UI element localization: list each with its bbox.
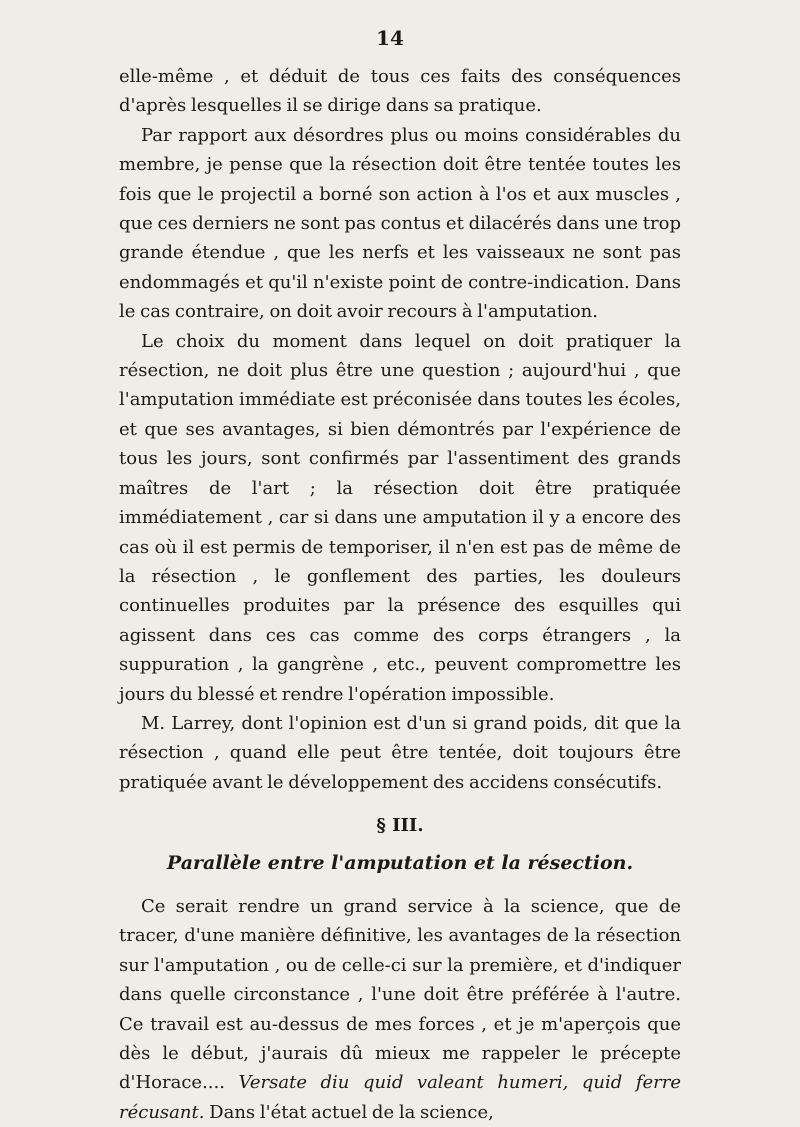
section-title: Parallèle entre l'amputation et la résection. [166,851,634,874]
body-text [119,62,681,1127]
page-number: 14 [376,26,404,50]
paragraph-parallel-start: Ce serait rendre un grand service à la science, que de tracer, d'une manière définitive, les avantages de la résection sur l'amputation , ou de celle-ci sur la première, et d'indiquer dans quelle circonstance , l'une doit être préférée à l'autre. Ce travail est au-dessus de mes forces , et je m'aperçois que dès le début, j'aurais dû mieux me rappeler le précepte d'Horace.... [119,895,681,1094]
paragraph-parallel-end: Dans l'état actuel de la science, [204,1101,494,1123]
paragraph-continuation: elle-même , et déduit de tous ces faits des conséquences d'après lesquelles il se dirige dans sa pratique. [119,66,681,117]
section-number: § III. [376,815,424,837]
paragraph-larrey-opinion: M. Larrey, dont l'opinion est d'un si grand poids, dit que la résection , quand elle peut être tentée, doit toujours être pratiquée avant le développement des accidens consécutifs. [119,712,681,793]
horace-quote: Versate diu quid valeant humeri, quid ferre récusant. [119,1072,681,1123]
paragraph-resection-indications: Par rapport aux désordres plus ou moins considérables du membre, je pense que la résection doit être tentée toutes les fois que le projectil a borné son action à l'os et aux muscles , que ces derniers ne sont pas contus et dilacérés dans une trop grande étendue , que les nerfs et les vaisseaux ne sont pas endommagés et qu'il n'existe point de contre-indication. Dans le cas contraire, on doit avoir recours à l'amputation. [119,124,681,323]
paragraph-resection-timing: Le choix du moment dans lequel on doit pratiquer la résection, ne doit plus être une question ; aujourd'hui , que l'amputation immédiate est préconisée dans toutes les écoles, et que ses avantages, si bien démontrés par l'expérience de tous les jours, sont confirmés par l'assentiment des grands maîtres de l'art ; la résection doit être pratiquée immédiatement , car si dans une amputation il y a encore des cas où il est permis de temporiser, il n'en est pas de même de la résection , le gonflement des parties, les douleurs continuelles produites par la présence des esquilles qui agissent dans ces cas comme des corps étrangers , la suppuration , la gangrène , etc., peuvent compromettre les jours du blessé et rendre l'opération impossible. [119,330,681,705]
paragraph-parallel [119,892,681,1127]
